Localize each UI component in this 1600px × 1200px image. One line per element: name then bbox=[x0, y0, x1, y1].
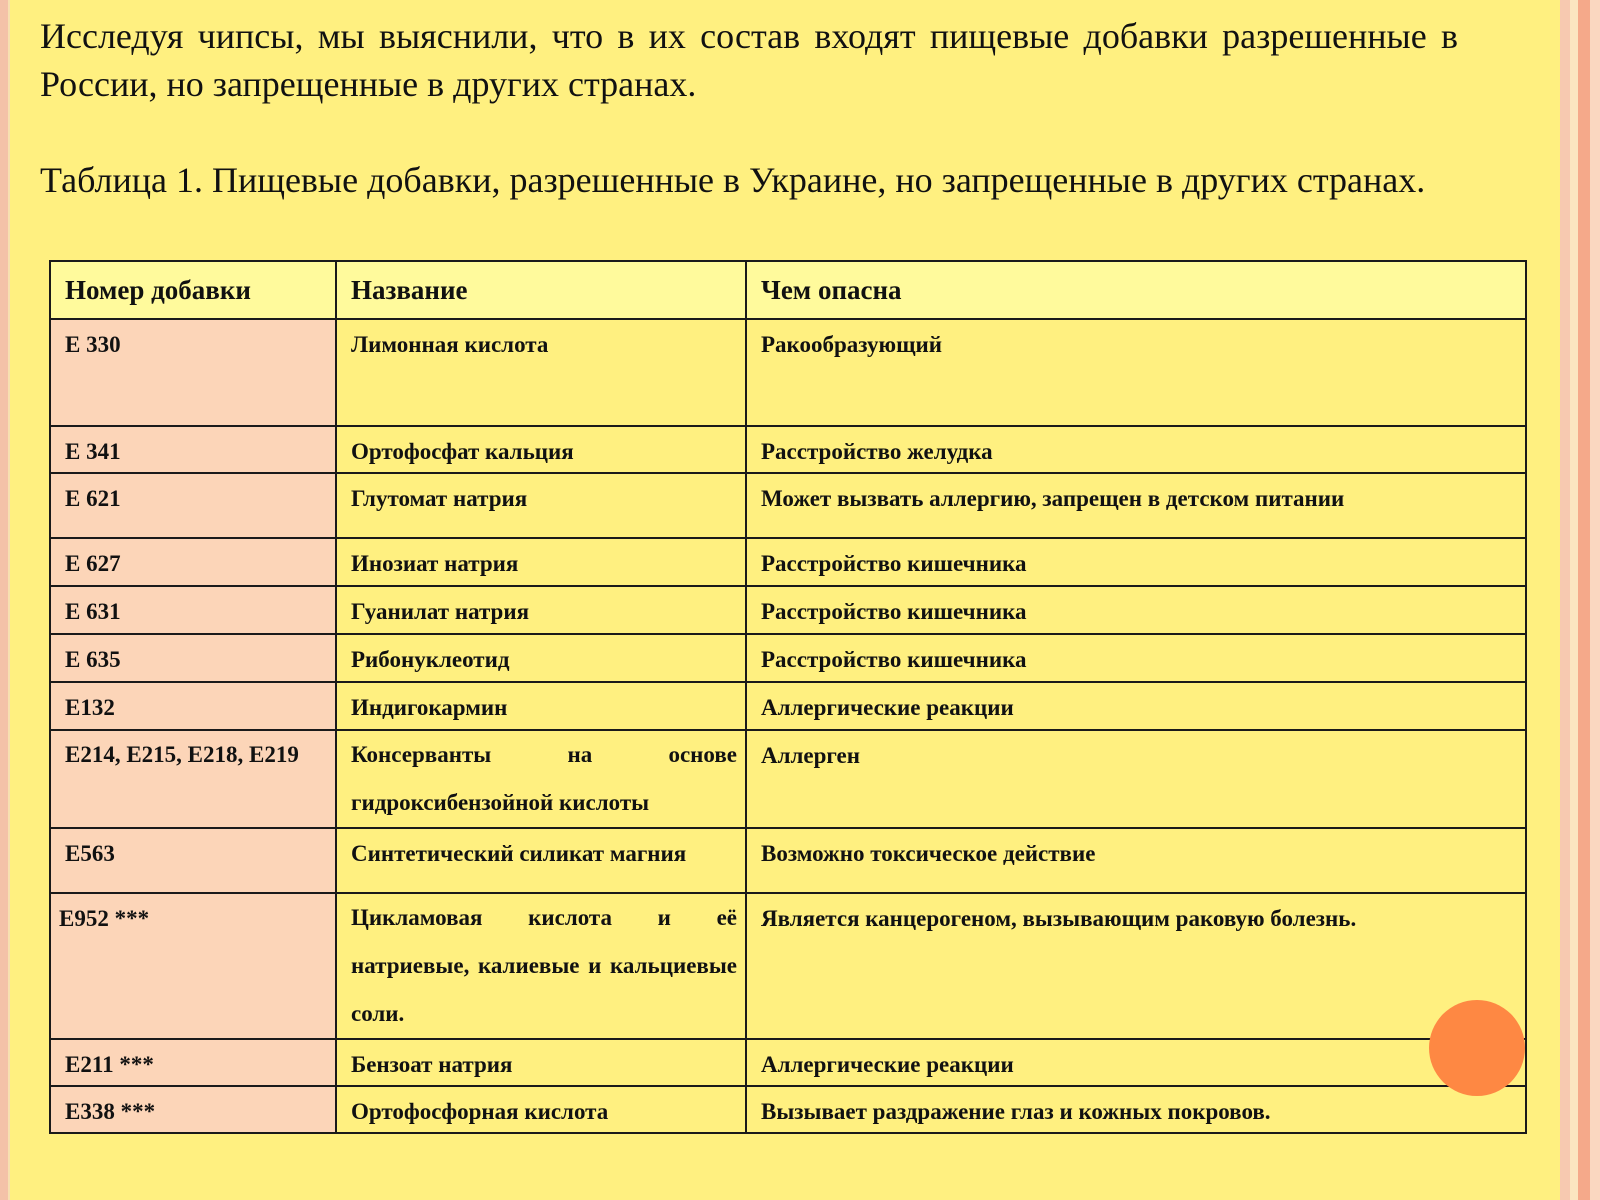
additive-code: E 341 bbox=[50, 426, 336, 473]
additive-name: Гуанилат натрия bbox=[336, 586, 746, 634]
additive-name: Консерванты на основе гидроксибензойной кислоты bbox=[336, 730, 746, 828]
additive-danger: Возможно токсическое действие bbox=[746, 828, 1526, 893]
table-row bbox=[50, 634, 1526, 682]
additive-code: E 330 bbox=[50, 319, 336, 426]
additive-name: Индигокармин bbox=[336, 682, 746, 730]
table-row bbox=[50, 730, 1526, 828]
header-code: Номер добавки bbox=[50, 261, 336, 319]
additive-code: E952 *** bbox=[50, 893, 336, 1039]
header-name: Название bbox=[336, 261, 746, 319]
table-row bbox=[50, 538, 1526, 586]
additive-danger: Аллергические реакции bbox=[746, 1039, 1526, 1086]
additive-name: Ортофосфорная кислота bbox=[336, 1086, 746, 1133]
additive-danger: Расстройство кишечника bbox=[746, 586, 1526, 634]
table-row bbox=[50, 319, 1526, 426]
additive-code: E 627 bbox=[50, 538, 336, 586]
additive-code: E132 bbox=[50, 682, 336, 730]
additive-danger: Аллерген bbox=[746, 730, 1526, 828]
additive-code: E 621 bbox=[50, 473, 336, 538]
intro-paragraph: Исследуя чипсы, мы выяснили, что в их состав входят пищевые добавки разрешенные в России, но запрещенные в других странах. bbox=[40, 16, 1458, 104]
additive-name: Бензоат натрия bbox=[336, 1039, 746, 1086]
table-caption: Таблица 1. Пищевые добавки, разрешенные в Украине, но запрещенные в других странах. bbox=[40, 160, 1426, 200]
additive-code: E338 *** bbox=[50, 1086, 336, 1133]
decorative-circle bbox=[1429, 1000, 1525, 1096]
table-row bbox=[50, 828, 1526, 893]
additive-danger: Расстройство кишечника bbox=[746, 538, 1526, 586]
additive-code: E 631 bbox=[50, 586, 336, 634]
table-row bbox=[50, 426, 1526, 473]
additive-name: Рибонуклеотид bbox=[336, 634, 746, 682]
additive-danger: Является канцерогеном, вызывающим раковую болезнь. bbox=[746, 893, 1526, 1039]
table-row bbox=[50, 682, 1526, 730]
additive-name: Глутомат натрия bbox=[336, 473, 746, 538]
additive-code: E214, E215, E218, E219 bbox=[50, 730, 336, 828]
additive-name: Лимонная кислота bbox=[336, 319, 746, 426]
slide-frame-right bbox=[1540, 0, 1600, 1200]
table-header-row bbox=[50, 261, 1526, 319]
additive-name: Синтетический силикат магния bbox=[336, 828, 746, 893]
table-row bbox=[50, 586, 1526, 634]
additive-danger: Вызывает раздражение глаз и кожных покровов. bbox=[746, 1086, 1526, 1133]
additive-danger: Аллергические реакции bbox=[746, 682, 1526, 730]
additive-danger: Расстройство кишечника bbox=[746, 634, 1526, 682]
header-danger: Чем опасна bbox=[746, 261, 1526, 319]
table-row bbox=[50, 1086, 1526, 1133]
slide-frame-left bbox=[0, 0, 10, 1200]
table-row bbox=[50, 473, 1526, 538]
additive-danger: Может вызвать аллергию, запрещен в детском питании bbox=[746, 473, 1526, 538]
additive-name: Инозиат натрия bbox=[336, 538, 746, 586]
table-row bbox=[50, 1039, 1526, 1086]
additive-code: E 635 bbox=[50, 634, 336, 682]
additive-code: E563 bbox=[50, 828, 336, 893]
additive-danger: Ракообразующий bbox=[746, 319, 1526, 426]
table-row bbox=[50, 893, 1526, 1039]
additive-code: E211 *** bbox=[50, 1039, 336, 1086]
additive-name: Ортофосфат кальция bbox=[336, 426, 746, 473]
additive-name: Цикламовая кислота и её натриевые, калиевые и кальциевые соли. bbox=[336, 893, 746, 1039]
additives-table bbox=[49, 260, 1527, 1134]
additive-danger: Расстройство желудка bbox=[746, 426, 1526, 473]
